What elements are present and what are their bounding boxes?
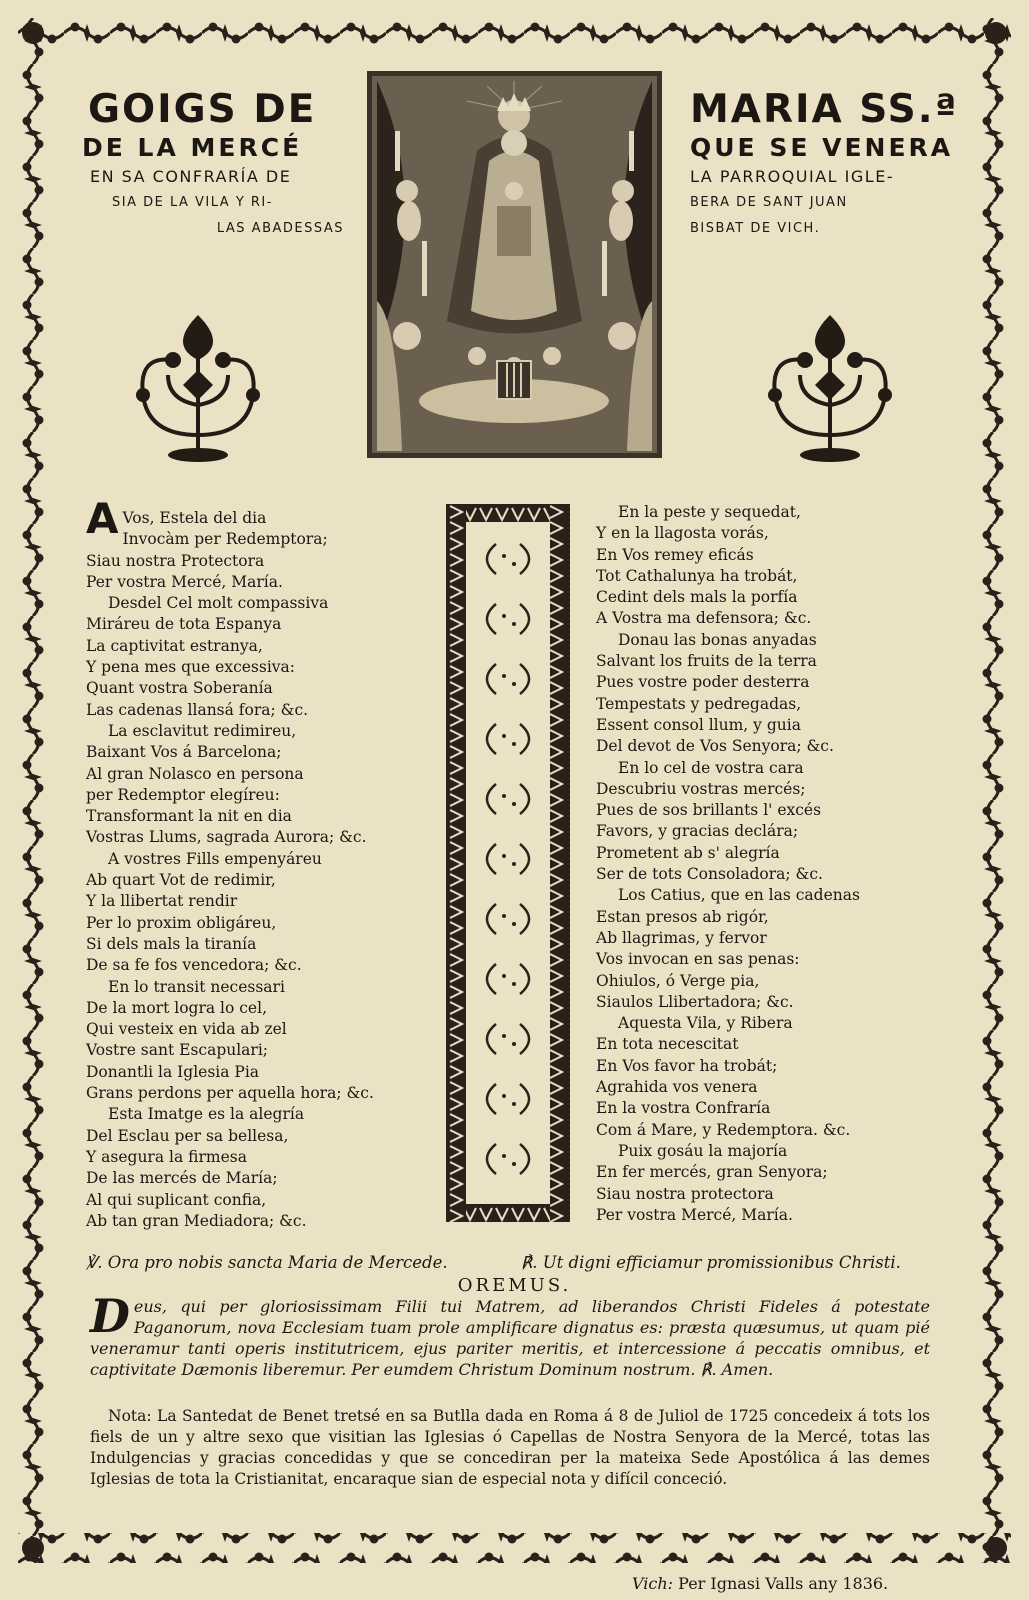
- floral-ornament-left: [128, 305, 268, 465]
- title-right-line-1: MARIA SS.ª: [690, 87, 959, 132]
- verse-line: Esta Imatge es la alegría: [108, 1105, 305, 1124]
- verse-line: Salvant los fruits de la terra: [596, 652, 817, 671]
- title-line-3: EN SA CONFRARÍA DE: [90, 167, 292, 186]
- verse-line: En Vos remey eficás: [596, 545, 754, 564]
- verse-line: Per vostra Mercé, María.: [596, 1205, 793, 1224]
- verse-line: Miráreu de tota Espanya: [86, 615, 282, 634]
- verse-line: Agrahida vos venera: [596, 1078, 758, 1097]
- verse-line: Los Catius, que en las cadenas: [618, 886, 860, 905]
- imprint-place: Vich:: [632, 1574, 674, 1593]
- verse-line: Prometent ab s' alegría: [596, 843, 780, 862]
- title-right-line-3: LA PARROQUIAL IGLE-: [690, 167, 895, 186]
- title-right-line-5: BISBAT DE VICH.: [690, 221, 821, 236]
- verse-line: Y la llibertat rendir: [86, 892, 238, 911]
- verse-line: Tempestats y pedregadas,: [596, 694, 802, 713]
- verse-line: Siau nostra Protectora: [86, 551, 265, 570]
- center-ornament-column: [446, 504, 570, 1222]
- oremus-heading: OREMUS.: [457, 1275, 572, 1296]
- verse-line: Y pena mes que excessiva:: [86, 658, 296, 677]
- verse-line: per Redemptor elegíreu:: [86, 785, 280, 804]
- verse-line: En la peste y sequedat,: [618, 503, 801, 521]
- verse-line: A vostres Fills empenyáreu: [108, 849, 322, 868]
- verse-line: La esclavitut redimireu,: [108, 721, 297, 740]
- verse-line: Ser de tots Consoladora; &c.: [596, 865, 823, 884]
- title-left: [82, 88, 352, 242]
- verse-line: Estan presos ab rigór,: [596, 907, 769, 926]
- verse-line: En lo cel de vostra cara: [618, 758, 804, 777]
- verse-line: En Vos favor ha trobát;: [596, 1056, 778, 1075]
- verse-line: En lo transit necessari: [108, 977, 285, 996]
- verse-line: Y asegura la firmesa: [86, 1147, 247, 1166]
- verse-line: En fer mercés, gran Senyora;: [596, 1163, 828, 1182]
- verse-line: Descubriu vostras mercés;: [596, 779, 806, 798]
- verse-line: Baixant Vos á Barcelona;: [86, 743, 282, 762]
- floral-ornament-right: [760, 305, 900, 465]
- prayer-dropcap: D: [90, 1289, 130, 1343]
- verse-line: Pues de sos brillants l' excés: [596, 801, 822, 820]
- verse-line: Del Esclau per sa bellesa,: [86, 1126, 289, 1145]
- verse-line: Transformant la nit en dia: [86, 807, 292, 826]
- verse-line: Com á Mare, y Redemptora. &c.: [596, 1120, 851, 1139]
- verse-line: Per vostra Mercé, María.: [86, 572, 283, 591]
- verse-line: A Vostra ma defensora; &c.: [596, 609, 812, 628]
- verse-line: De sa fe fos vencedora; &c.: [86, 956, 302, 975]
- verse-line: Favors, y gracias declára;: [596, 822, 799, 841]
- verse-line: En la vostra Confraría: [596, 1099, 771, 1118]
- prayer-text: [90, 1289, 930, 1380]
- title-line-4: SIA DE LA VILA Y RI-: [112, 195, 273, 210]
- verse-line: Aquesta Vila, y Ribera: [618, 1014, 793, 1033]
- verse-line: Las cadenas llansá fora; &c.: [86, 700, 309, 719]
- verse-line: Vos, Estela del dia: [122, 509, 267, 527]
- versicle-response: [86, 1253, 946, 1272]
- verse-line: Vostras Llums, sagrada Aurora; &c.: [86, 828, 367, 847]
- nota-text: Nota: La Santedat de Benet tretsé en sa Butlla dada en Roma á 8 de Juliol de 1725 concedeix á tots los fiels de un y altre sexo que visitian las Iglesias ó Capellas de Nostra Senyora de la Mercé, totas las Indulgencias y gracias concedidas y que se concediran per la mateixa Sede Apostólica á las demes Iglesias de tota la Cristianitat, encaraque sian de especial nota y difícil conceció.: [90, 1407, 930, 1488]
- versicle: ℣. Ora pro nobis sancta Maria de Mercede.: [86, 1253, 448, 1272]
- verse-line: Pues vostre poder desterra: [596, 673, 810, 692]
- title-line-1: GOIGS DE: [88, 87, 317, 132]
- verse-line: En tota necescitat: [596, 1035, 739, 1054]
- verse-line: Puix gosáu la majoría: [618, 1141, 788, 1160]
- verse-line: Ohiulos, ó Verge pia,: [596, 971, 760, 990]
- verse-line: Donau las bonas anyadas: [618, 630, 817, 649]
- verse-line: Del devot de Vos Senyora; &c.: [596, 737, 834, 756]
- verse-line: Siaulos Llibertadora; &c.: [596, 992, 794, 1011]
- verse-line: Cedint dels mals la porfía: [596, 588, 798, 607]
- verse-line: Vos invocan en sas penas:: [596, 950, 800, 969]
- prayer-body: eus, qui per gloriosissimam Filii tui Matrem, ad liberandos Christi Fideles á potestate Paganorum, nova Ecclesiam tuam prole amplificare dignatus es: præsta quæsumus, ut quam pié veneramur tanti operis institutricem, ejus pariter meritis, et intercessione á peccatis omnibus, et captivitate Dæmonis liberemur. Per eumdem Christum Dominum nostrum. ℟. Amen.: [90, 1297, 930, 1379]
- verse-line: Quant vostra Soberanía: [86, 679, 273, 698]
- imprint: [632, 1574, 888, 1593]
- verse-line: Qui vesteix en vida ab zel: [86, 1020, 287, 1039]
- verse-line: Desdel Cel molt compassiva: [108, 594, 329, 613]
- verse-line: Al gran Nolasco en persona: [86, 764, 304, 783]
- response: ℟. Ut digni efficiamur promissionibus Christi.: [521, 1253, 901, 1272]
- verse-line: De la mort logra lo cel,: [86, 998, 267, 1017]
- verse-line: Siau nostra protectora: [596, 1184, 774, 1203]
- verse-line: Per lo proxim obligáreu,: [86, 913, 277, 932]
- verse-dropcap: A: [86, 494, 119, 543]
- verse-line: Ab tan gran Mediadora; &c.: [86, 1211, 307, 1230]
- verse-line: Si dels mals la tiranía: [86, 934, 257, 953]
- title-right: [690, 88, 960, 242]
- verse-line: Tot Cathalunya ha trobát,: [596, 566, 798, 585]
- verses-right: [596, 502, 860, 1226]
- verse-line: Y en la llagosta vorás,: [596, 524, 769, 543]
- verse-line: Ab llagrimas, y fervor: [596, 928, 767, 947]
- verses-left: [86, 494, 374, 1232]
- virgin-woodcut-image: [367, 71, 662, 458]
- verse-line: Grans perdons per aquella hora; &c.: [86, 1084, 374, 1103]
- verse-line: De las mercés de María;: [86, 1169, 278, 1188]
- verse-line: Vostre sant Escapulari;: [86, 1041, 269, 1060]
- verse-line: Ab quart Vot de redimir,: [86, 871, 276, 890]
- verse-line: Donantli la Iglesia Pia: [86, 1062, 260, 1081]
- title-right-line-2: QUE SE VENERA: [690, 133, 954, 162]
- verse-line: Al qui suplicant confia,: [86, 1190, 267, 1209]
- verse-line: Essent consol llum, y guia: [596, 715, 801, 734]
- title-right-line-4: BERA DE SANT JUAN: [690, 195, 848, 210]
- verse-line: La captivitat estranya,: [86, 636, 263, 655]
- title-line-5: LAS ABADESSAS: [216, 221, 344, 236]
- imprint-text: Per Ignasi Valls any 1836.: [678, 1574, 889, 1593]
- verse-line: Invocàm per Redemptora;: [122, 530, 328, 549]
- title-line-2: DE LA MERCÉ: [82, 133, 303, 162]
